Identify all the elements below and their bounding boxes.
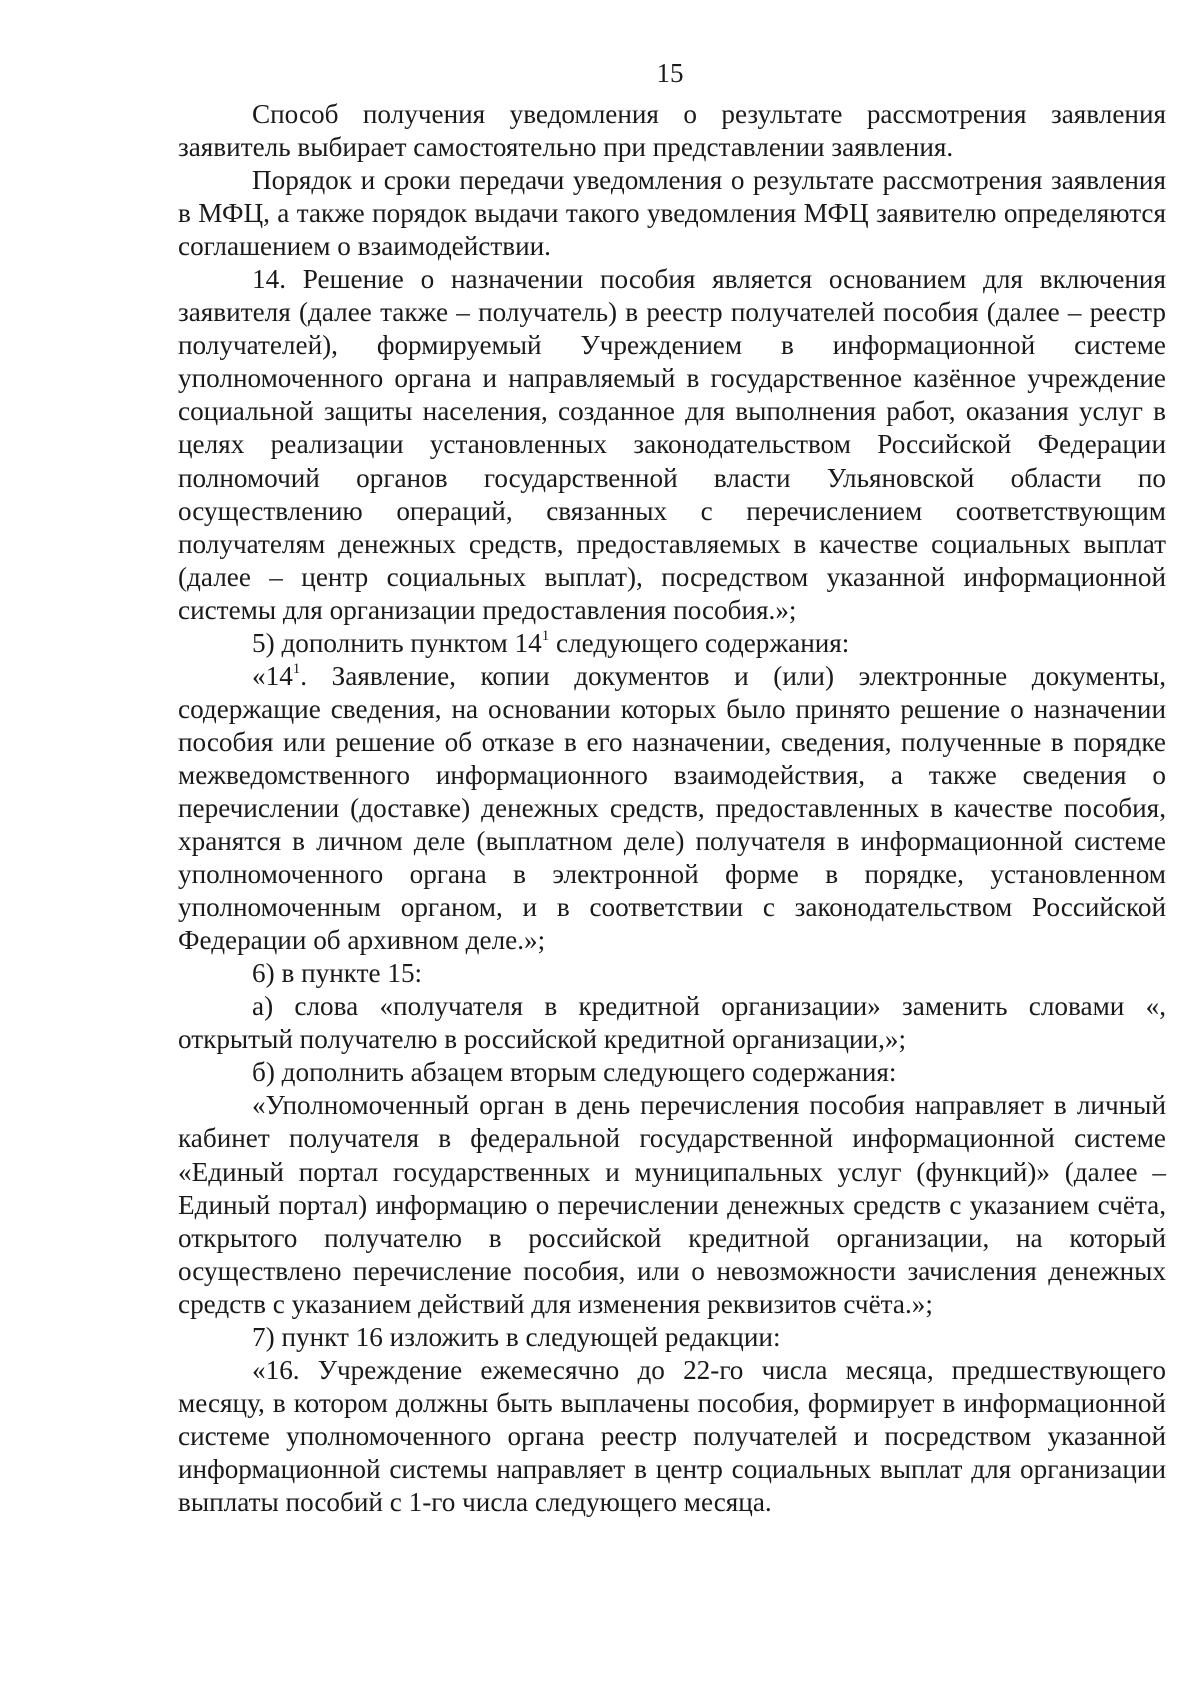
paragraph-amend-7: 7) пункт 16 изложить в следующей редакции: [252, 1321, 781, 1352]
item-14-1-superscript: 1 [292, 660, 301, 677]
paragraph-item-16: «16. Учреждение ежемесячно до 22-го числа месяца, предшествующего месяцу, в котором должны быть выплачены пособия, формирует в информационной системе уполномоченного органа реестр получателей и посредством указанной информационной системы направляет в центр социальных выплат для организации выплаты пособий с 1-го числа следующего месяца. [178, 1354, 1166, 1517]
item-14-1-text-before: «14 [252, 660, 293, 691]
paragraph-item-14-1 [178, 660, 1166, 957]
paragraph-notification-method: Способ получения уведомления о результате рассмотрения заявления заявитель выбирает самостоятельно при представлении заявления. [178, 99, 1166, 163]
paragraph-amend-5 [178, 627, 1166, 660]
page-number: 15 [656, 58, 684, 88]
amend-5-superscript: 1 [541, 627, 550, 644]
paragraph-amend-6: 6) в пункте 15: [252, 958, 423, 989]
document-body [178, 98, 1166, 1519]
paragraph-item-14: 14. Решение о назначении пособия является основанием для включения заявителя (далее также – получатель) в реестр получателей пособия (далее – реестр получателей), формируемый Учреждением в информационной системе уполномоченного органа и направляемый в государственное казённое учреждение социальной защиты населения, созданное для выполнения работ, оказания услуг в целях реализации установленных законодательством Российской Федерации полномочий органов государственной власти Ульяновской области по осуществлению операций, связанных с перечислением соответствующим получателям денежных средств, предоставляемых в качестве социальных выплат (далее – центр социальных выплат), посредством указанной информационной системы для организации предоставления пособия.»; [178, 264, 1166, 625]
item-14-1-text-after: . Заявление, копии документов и (или) электронные документы, содержащие сведения, на основании которых было принято решение о назначении пособия или решение об отказе в его назначении, сведения, полученные в порядке межведомственного информационного взаимодействия, а также сведения о перечислении (доставке) денежных средств, предоставленных в качестве пособия, хранятся в личном деле (выплатном деле) получателя в информационной системе уполномоченного органа в электронной форме в порядке, установленном уполномоченным органом, и в соответствии с законодательством Российской Федерации об архивном деле.»; [178, 660, 1166, 956]
paragraph-amend-6a: а) слова «получателя в кредитной организации» заменить словами «, открытый получателю в российской кредитной организации,»; [178, 991, 1166, 1055]
amend-5-text-after: следующего содержания: [549, 627, 850, 658]
paragraph-amend-6b: б) дополнить абзацем вторым следующего содержания: [252, 1057, 897, 1088]
amend-5-text-before: 5) дополнить пунктом 14 [252, 627, 542, 658]
paragraph-authorized-body: «Уполномоченный орган в день перечисления пособия направляет в личный кабинет получателя в федеральной государственной информационной системе «Единый портал государственных и муниципальных услуг (функций)» (далее – Единый портал) информацию о перечислении денежных средств с указанием счёта, открытого получателю в российской кредитной организации, на который осуществлено перечисление пособия, или о невозможности зачисления денежных средств с указанием действий для изменения реквизитов счёта.»; [178, 1090, 1166, 1319]
paragraph-notification-transfer: Порядок и сроки передачи уведомления о результате рассмотрения заявления в МФЦ, а также порядок выдачи такого уведомления МФЦ заявителю определяются соглашением о взаимодействии. [178, 165, 1166, 262]
